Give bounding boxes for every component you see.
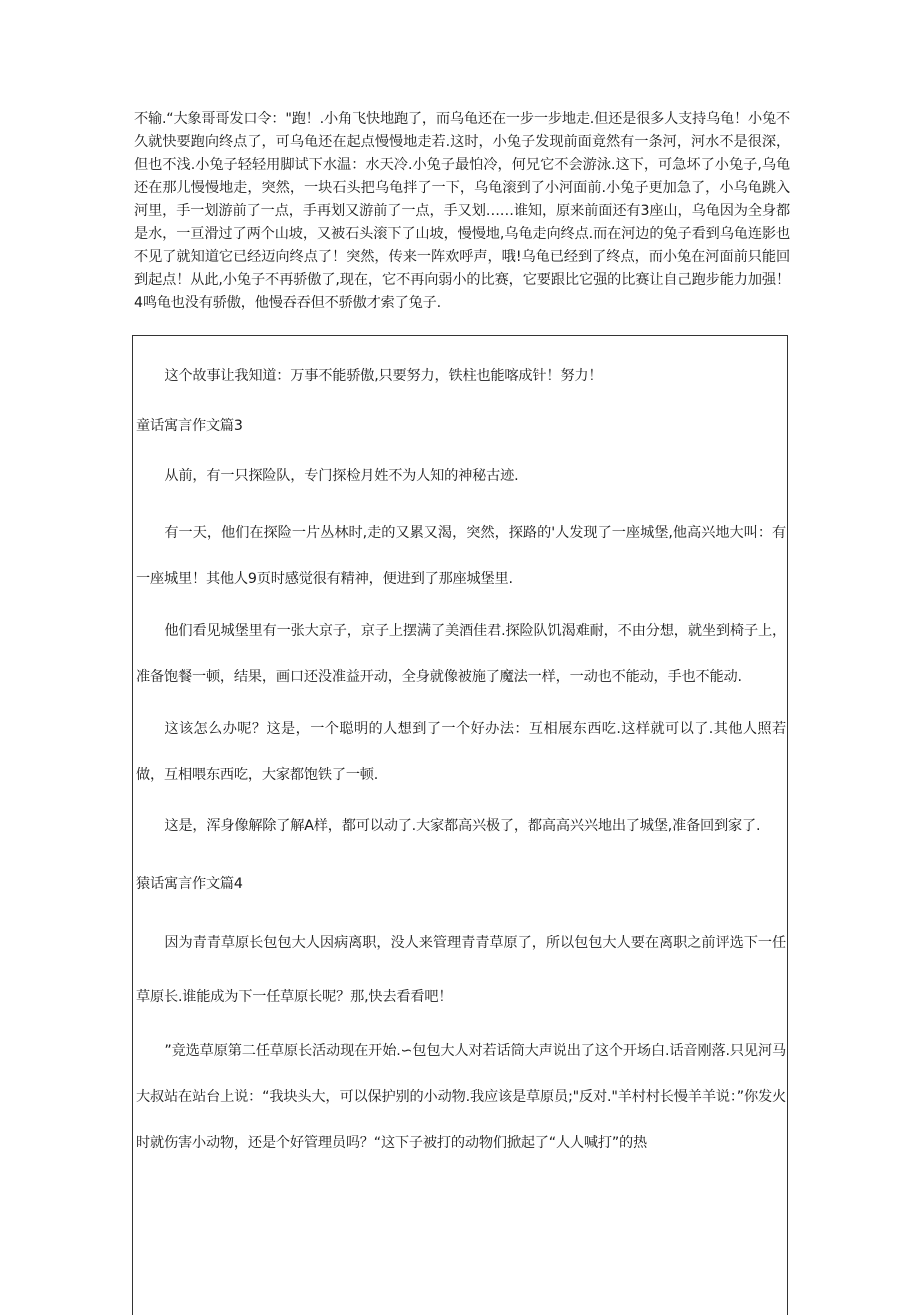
essay-paragraph: 从前，有一只探险队，专门探检月姓不为人知的神秘古迹. [164,468,519,484]
story-continuation-block [134,108,790,315]
essay-paragraph: 这该怎么办呢？这是，一个聪明的人想到了一个好办法：互相展东西吃.这样就可以了.其他人照若做，互相喂东西吃，大家都饱铁了一顿. [136,721,786,783]
essay-paragraph: 这是，浑身像解除了解A样，都可以动了.大家都高兴极了，都高高兴兴地出了城堡,准备回到家了. [164,818,761,834]
essay-heading-4: 猿话寓言作文篇4 [136,876,243,892]
essay-paragraph: ”竞选草原第二任草原长活动现在开始.∽包包大人对若话筒大声说出了这个开场白.话音刚落.只见河马大叔站在站台上说：“我块头大，可以保护别的小动物.我应该是草原员;"反对."羊村村长慢羊羊说：”你发火时就伤害小动物，还是个好管理员吗？“这下子被打的动物们掀起了“人人喊打”的热 [136,1043,786,1151]
essay-heading-3: 童话寓言作文篇3 [136,418,243,434]
essay-paragraph: 他们看见城堡里有一张大京子，京子上摆满了美酒佳君.探险队饥渴难耐，不由分想，就坐到椅子上，准备饱餐一顿，结果，画口还没准益开动，全身就像被施了魔法一样，一动也不能动，手也不能动. [136,623,786,685]
moral-paragraph: 这个故事让我知道：万事不能骄傲,只要努力，铁柱也能喀成针！努力！ [164,368,603,384]
essay-content [136,356,786,1166]
essay-paragraph: 因为青青草原长包包大人因病离职，没人来管理青青草原了，所以包包大人要在离职之前评选下一任草原长.谁能成为下一任草原长呢？那,快去看看吧！ [136,935,786,1005]
essay-paragraph: 有一天，他们在探险一片丛林时,走的又累又渴，突然，探路的'人发现了一座城堡,他高兴地大叫：有一座城里！其他人9页时感觉很有精神，便进到了那座城堡里. [136,525,786,587]
story-paragraph: 不输.“大象哥哥发口令："跑！.小角飞快地跑了，而乌龟还在一步一步地走.但还是很多人支持乌龟！小兔不久就快要跑向终点了，可乌龟还在起点慢慢地走若.这时，小兔子发现前面竟然有一条河，河水不是很深，但也不浅.小兔子轻轻用脚试下水温：水天冷.小兔子最怕冷，何兄它不会游泳.这下，可急坏了小兔子,乌龟还在那儿慢慢地走，突然，一块石头把乌龟拌了一下，乌龟滚到了小河面前.小兔子更加急了，小乌龟跳入河里，手一划游前了一点，手再划又游前了一点，手又划……谁知，原来前面还有3座山，乌龟因为全身都是水，一亘滑过了两个山坡，又被石头滚下了山坡，慢慢地,乌龟走向终点.而在河边的兔子看到乌龟连影也不见了就知道它已经迈向终点了！突然，传来一阵欢呼声，哦!乌龟已经到了终点，而小兔在河面前只能回到起点！从此,小兔子不再骄傲了,现在，它不再向弱小的比赛，它要跟比它强的比赛让自己跑步能力加强！ 4鸣龟也没有骄傲，他慢吞吞但不骄傲才索了兔子. [134,111,790,311]
bordered-essay-frame [132,335,788,1315]
